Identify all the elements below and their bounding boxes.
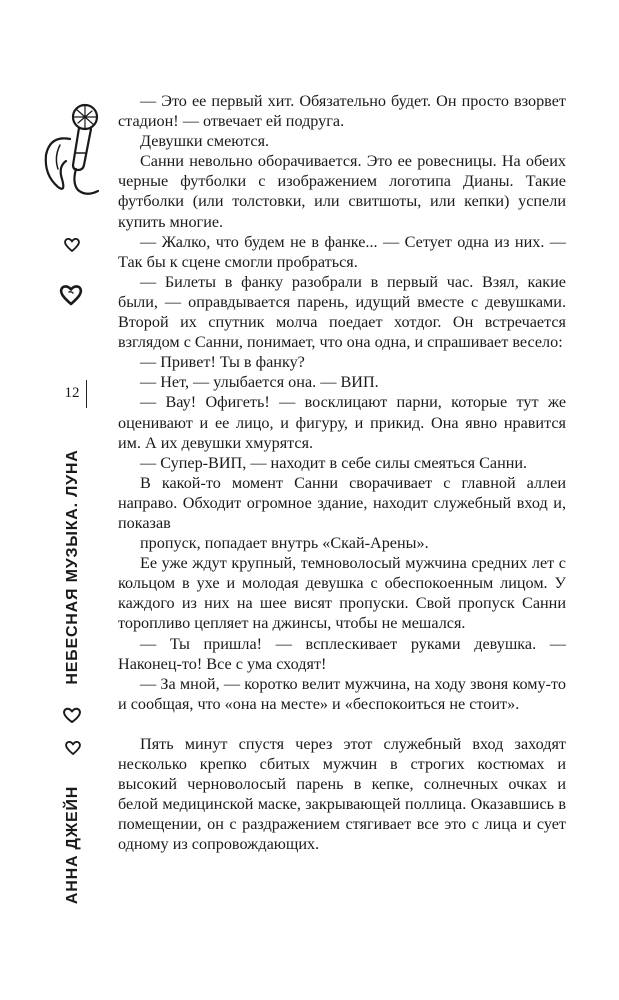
paragraph: — Привет! Ты в фанку? bbox=[140, 353, 305, 372]
heart-icon bbox=[58, 283, 84, 307]
paragraph: — Вау! Офигеть! — восклицают парни, которые тут же оценивают и ее лицо, и фигуру, и прикид. Она явно нравится им. А их девушки хмурятся. bbox=[118, 393, 566, 452]
page-number: 12 bbox=[64, 385, 80, 401]
author-name: АННА ДЖЕЙН bbox=[64, 785, 81, 905]
paragraph: Девушки смеются. bbox=[140, 132, 270, 151]
paragraph: — Супер-ВИП, — находит в себе силы смеяться Санни. bbox=[140, 453, 528, 472]
heart-icon bbox=[61, 706, 83, 724]
heart-icon bbox=[64, 740, 82, 756]
paragraph: Ее уже ждут крупный, темноволосый мужчина средних лет с кольцом в ухе и молодая девушка с обеспокоенным лицом. У каждого из них на шее висят пропуски. Свой пропуск Санни торопливо цепляет на джинсы, чтобы не мешался. bbox=[118, 554, 566, 633]
paragraph: — Нет, — улыбается она. — ВИП. bbox=[140, 373, 379, 392]
page-sidebar bbox=[0, 0, 110, 1000]
heart-icon bbox=[63, 237, 81, 253]
body-text bbox=[118, 91, 566, 854]
divider bbox=[86, 380, 87, 408]
paragraph: Санни невольно оборачивается. Это ее ровесницы. На обеих черные футболки с изображением логотипа Дианы. Такие футболки (или толстовки, или свитшоты, или кепки) успели купить многие. bbox=[118, 152, 566, 231]
microphone-icon bbox=[38, 95, 113, 200]
paragraph: В какой-то момент Санни сворачивает с главной аллеи направо. Обходит огромное здание, находит служебный вход и, показав bbox=[118, 473, 566, 532]
paragraph: — За мной, — коротко велит мужчина, на ходу звоня кому-то и сообщая, что «она на месте» и «беспокоиться не стоит». bbox=[118, 674, 566, 713]
paragraph: — Билеты в фанку разобрали в первый час. Взял, какие были, — оправдывается парень, идущий вместе с девушками. Второй их спутник молча поедает хотдог. Он встречается взглядом с Санни, понимает, что она одна, и спрашивает весело: bbox=[118, 272, 566, 352]
paragraph: — Это ее первый хит. Обязательно будет. Он просто взорвет стадион! — отвечает ей подруга. bbox=[118, 92, 566, 131]
running-title: НЕБЕСНАЯ МУЗЫКА. ЛУНА bbox=[64, 449, 81, 685]
paragraph: — Жалко, что будем не в фанке... — Сетует одна из них. — Так бы к сцене смогли пробраться. bbox=[118, 232, 566, 271]
paragraph: пропуск, попадает внутрь «Скай-Арены». bbox=[140, 534, 429, 553]
paragraph: — Ты пришла! — всплескивает руками девушка. — Наконец-то! Все с ума сходят! bbox=[118, 634, 566, 673]
paragraph: Пять минут спустя через этот служебный вход заходят несколько крепко сбитых мужчин в строгих костюмах и высокий черноволосый парень в кепке, солнечных очках и белой медицинской маске, закрывающей поллица. Оказавшись в помещении, он с раздражением стягивает все это с лица и сует одному из сопровождающих. bbox=[118, 734, 566, 854]
